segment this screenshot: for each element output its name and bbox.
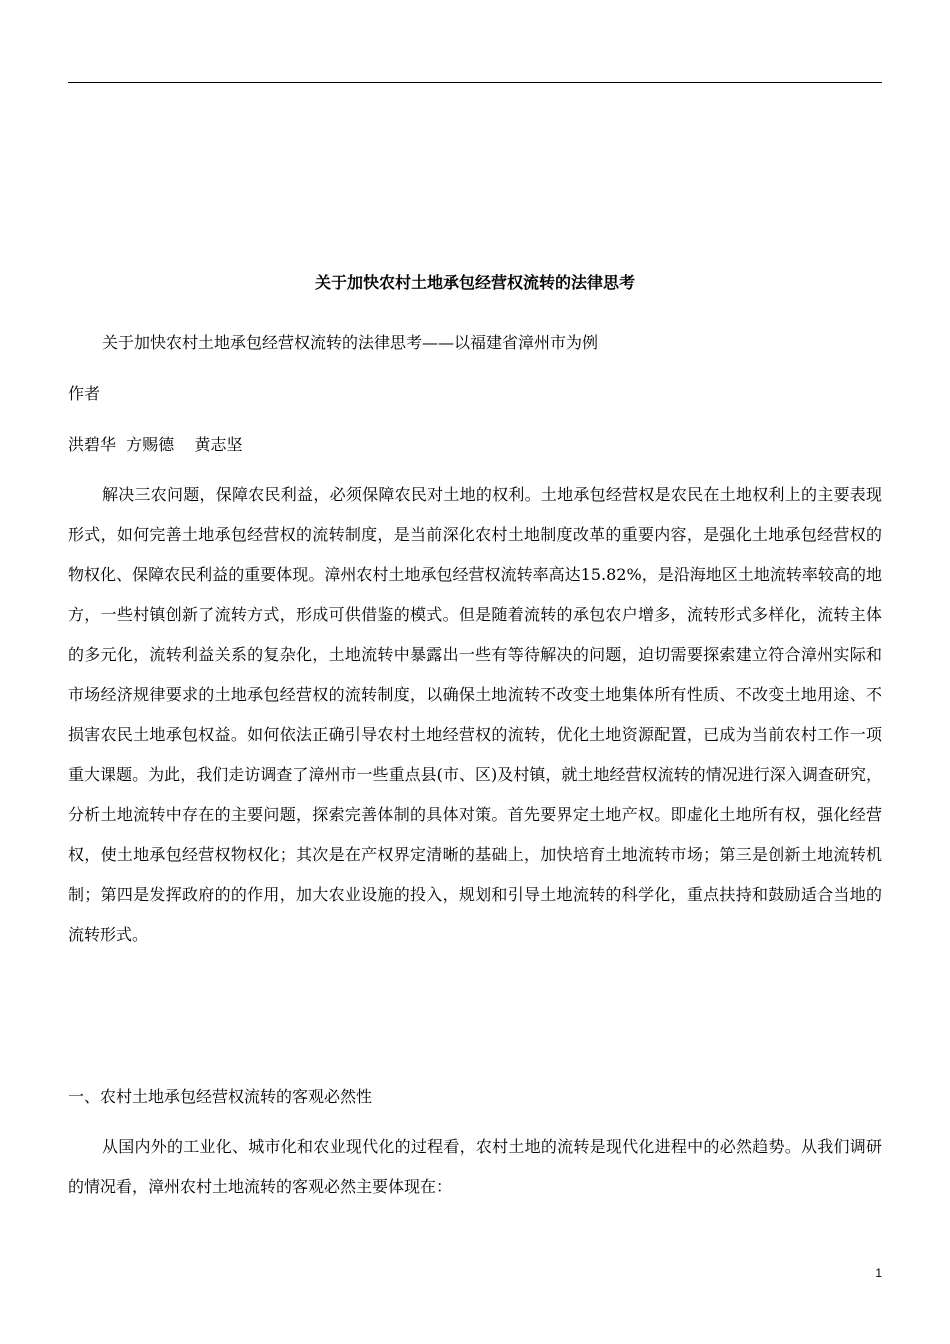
author-label: 作者 xyxy=(68,384,101,403)
header-rule xyxy=(68,82,882,83)
document-title: 关于加快农村土地承包经营权流转的法律思考 xyxy=(314,273,635,292)
body-paragraph: 解决三农问题，保障农民利益，必须保障农民对土地的权利。土地承包经营权是农民在土地权利上的主要表现形式，如何完善土地承包经营权的流转制度，是当前深化农村土地制度改革的重要内容，是强化土地承包经营权的物权化、保障农民利益的重要体现。漳州农村土地承包经营权流转率高达15.82%，是沿海地区土地流转率较高的地方，一些村镇创新了流转方式，形成可供借鉴的模式。但是随着流转的承包农户增多，流转形式多样化，流转主体的多元化，流转利益关系的复杂化，土地流转中暴露出一些有等待解决的问题，迫切需要探索建立符合漳州实际和市场经济规律要求的土地承包经营权的流转制度，以确保土地流转不改变土地集体所有性质、不改变土地用途、不损害农民土地承包权益。如何依法正确引导农村土地经营权的流转，优化土地资源配置，已成为当前农村工作一项重大课题。为此，我们走访调查了漳州市一些重点县(市、区)及村镇，就土地经营权流转的情况进行深入调查研究，分析土地流转中存在的主要问题，探索完善体制的具体对策。首先要界定土地产权。即虚化土地所有权，强化经营权，使土地承包经营权物权化；其次是在产权界定清晰的基础上，加快培育土地流转市场；第三是创新土地流转机制；第四是发挥政府的的作用，加大农业设施的投入，规划和引导土地流转的科学化，重点扶持和鼓励适合当地的流转形式。 xyxy=(68,485,882,944)
author-names: 洪碧华 方赐德 黄志坚 xyxy=(68,435,243,454)
page-number: 1 xyxy=(875,1266,882,1280)
body-paragraph: 从国内外的工业化、城市化和农业现代化的过程看，农村土地的流转是现代化进程中的必然趋势。从我们调研的情况看，漳州农村土地流转的客观必然主要体现在： xyxy=(68,1137,882,1196)
document-subtitle: 关于加快农村土地承包经营权流转的法律思考——以福建省漳州市为例 xyxy=(102,333,599,352)
section-heading: 一、农村土地承包经营权流转的客观必然性 xyxy=(68,1087,373,1106)
